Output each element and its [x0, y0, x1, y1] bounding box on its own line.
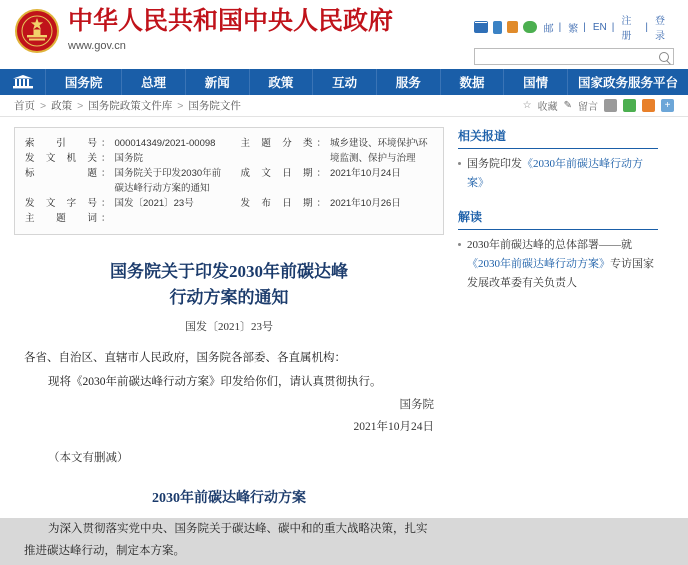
sidebar-item-related-0[interactable] [458, 155, 658, 194]
metadata-value: 国务院关于印发2030年前碳达峰行动方案的通知 [114, 168, 222, 194]
breadcrumb-separator: > [177, 99, 184, 112]
metadata-row: 索 引 号 ： 000014349/2021-00098 [25, 138, 216, 149]
breadcrumb-separator: > [77, 99, 84, 112]
metadata-right [231, 136, 433, 226]
site-url: www.gov.cn [68, 39, 126, 52]
metadata-key: 成文日期 [240, 168, 313, 179]
header-utilities: 邮 | 繁 | EN | 注册 | 登录 [474, 8, 674, 65]
breadcrumb-item-council-docs[interactable]: 国务院文件 [188, 100, 241, 112]
quick-link-traditional[interactable]: 繁 [568, 23, 579, 35]
metadata-row: 发文机关 ： 国务院 [25, 153, 144, 164]
metadata-left [25, 136, 231, 226]
signature-date: 2021年10月24日 [353, 421, 434, 434]
article-body [14, 235, 444, 563]
metadata-key: 发布日期 [240, 198, 313, 209]
article-paragraph: 现将《2030年前碳达峰行动方案》印发给你们，请认真贯彻执行。 [48, 375, 382, 388]
wechat-icon[interactable] [523, 21, 536, 33]
content-area [0, 117, 688, 565]
sidebar-heading-interpretation: 解读 [458, 208, 658, 230]
metadata-key: 索 引 号 [25, 138, 97, 149]
quick-link-mail[interactable]: 邮 [543, 23, 554, 35]
section-title: 2030年前碳达峰行动方案 [152, 491, 306, 507]
nav-item-xinwen[interactable]: 新闻 [186, 69, 250, 95]
share-icon[interactable] [604, 99, 617, 112]
sidebar-item-interpret-0[interactable] [458, 236, 658, 294]
nav-item-zongli[interactable]: 总理 [122, 69, 186, 95]
home-icon[interactable] [0, 69, 46, 95]
breadcrumb-item-policy[interactable]: 政策 [51, 100, 73, 112]
quick-link-english[interactable]: EN [592, 21, 607, 33]
mobile-icon[interactable] [493, 21, 502, 34]
favorite-label[interactable]: 收藏 [537, 102, 558, 113]
quick-link-register[interactable]: 注册 [621, 16, 632, 42]
document-metadata [14, 127, 444, 235]
search-icon[interactable] [659, 52, 669, 62]
comment-label[interactable]: 留言 [578, 102, 598, 113]
breadcrumb-item-home[interactable]: 首页 [14, 100, 35, 112]
doc-title-line1: 国务院关于印发2030年前碳达峰 [110, 262, 348, 281]
breadcrumb-separator: > [40, 99, 47, 112]
site-name: 中华人民共和国中央人民政府 [68, 8, 394, 35]
metadata-row: 主 题 词 ： [25, 213, 111, 224]
interpret-suffix: 专访国家发展改革委有关负责人 [467, 257, 654, 289]
breadcrumb-item-policy-library[interactable]: 国务院政策文件库 [88, 100, 173, 112]
site-title[interactable] [68, 8, 393, 52]
metadata-value: 000014349/2021-00098 [114, 138, 216, 149]
signature-org: 国务院 [399, 399, 434, 412]
metadata-row: 标 题 ： 国务院关于印发2030年前碳达峰行动方案的通知 [25, 166, 231, 196]
nav-item-fuwu[interactable]: 服务 [377, 69, 441, 95]
metadata-key: 标 题 [25, 168, 97, 179]
interpret-prefix: 2030年前碳达峰的总体部署——就 [467, 238, 632, 251]
interpret-link[interactable]: 《2030年前碳达峰行动方案》 [467, 257, 610, 270]
more-share-icon[interactable]: + [661, 99, 674, 112]
nav-item-guoqing[interactable]: 国情 [504, 69, 568, 95]
sidebar-heading-related: 相关报道 [458, 127, 658, 149]
metadata-value: 国务院 [114, 153, 144, 164]
document-number: 国发〔2021〕23号 [185, 320, 273, 333]
national-emblem-icon [14, 8, 60, 54]
related-link[interactable]: 《2030年前碳达峰行动方案》 [467, 158, 643, 190]
doc-title-line2: 行动方案的通知 [169, 288, 289, 308]
section-paragraph: 为深入贯彻落实党中央、国务院关于碳达峰、碳中和的重大战略决策，扎实推进碳达峰行动，制定本方案。 [24, 523, 428, 557]
site-header [0, 0, 688, 69]
metadata-value: 2021年10月26日 [330, 198, 401, 209]
rss-icon[interactable] [507, 21, 518, 33]
favorite-icon[interactable]: ☆ [522, 100, 532, 111]
metadata-row: 主题分类 ： 城乡建设、环境保护\环境监测、保护与治理 [241, 136, 433, 166]
nav-item-service-platform[interactable]: 国家政务服务平台 [578, 76, 679, 90]
search-input[interactable] [474, 48, 674, 65]
nav-item-guowuyuan[interactable]: 国务院 [46, 69, 122, 95]
metadata-value: 城乡建设、环境保护\环境监测、保护与治理 [330, 138, 428, 164]
weibo-share-icon[interactable] [642, 99, 655, 112]
quick-link-login[interactable]: 登录 [654, 16, 665, 42]
metadata-value: 2021年10月24日 [330, 168, 401, 179]
metadata-key: 发文机关 [25, 153, 97, 164]
nav-item-hudong[interactable]: 互动 [313, 69, 377, 95]
metadata-key: 主 题 词 [25, 213, 97, 224]
metadata-row: 发布日期 ： 2021年10月26日 [240, 198, 401, 209]
related-prefix: 国务院印发 [467, 158, 522, 170]
page-title [24, 259, 434, 312]
metadata-key: 发文字号 [25, 198, 97, 209]
comment-icon[interactable]: ✎ [563, 100, 572, 111]
breadcrumb [0, 95, 688, 117]
wechat-share-icon[interactable] [623, 99, 636, 112]
editor-note: （本文有删减） [48, 452, 129, 465]
main-navigation [0, 69, 688, 95]
metadata-row: 发文字号 ： 国发〔2021〕23号 [25, 198, 194, 209]
article-paragraph: 各省、自治区、直辖市人民政府，国务院各部委、各直属机构： [24, 351, 346, 364]
metadata-row: 成文日期 ： 2021年10月24日 [240, 168, 401, 179]
main-column [14, 127, 444, 565]
mail-icon[interactable] [474, 21, 488, 33]
nav-item-shuju[interactable]: 数据 [441, 69, 505, 95]
sidebar [458, 127, 658, 565]
page-tools [523, 98, 674, 113]
nav-item-zhengce[interactable]: 政策 [250, 69, 314, 95]
metadata-key: 主题分类 [240, 138, 313, 149]
metadata-value: 国发〔2021〕23号 [114, 198, 194, 209]
